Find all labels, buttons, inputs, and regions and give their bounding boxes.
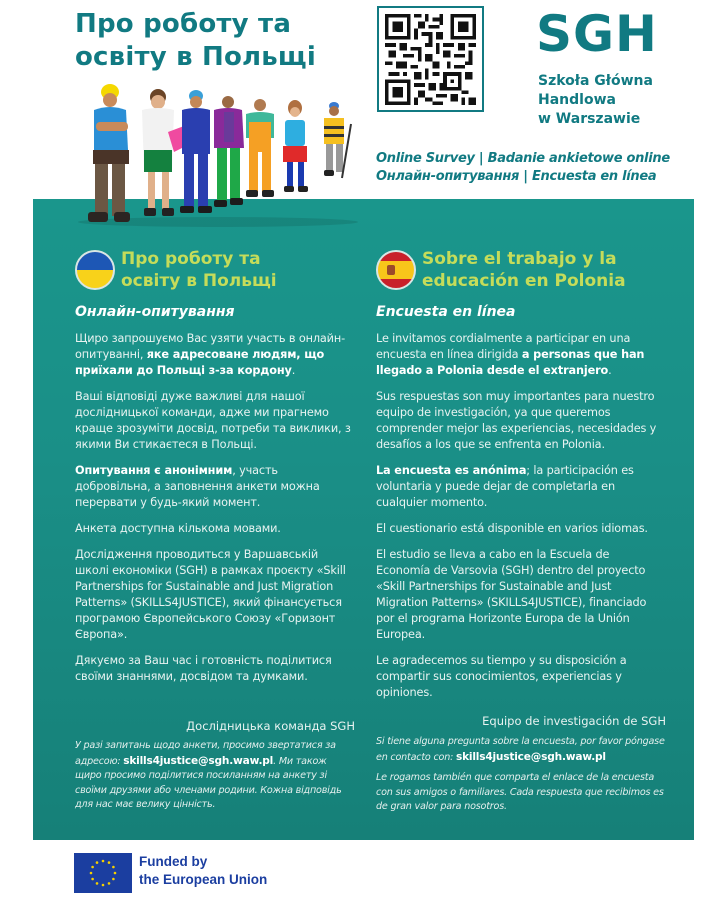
text: Si tiene alguna pregunta sobre la encuesta, por favor póngase en contacto con: <box>376 736 665 763</box>
ukrainian-paragraph-3 <box>75 463 355 511</box>
sgh-name-line3: w Warszawie <box>538 111 641 127</box>
text: У разі запитань щодо анкети, просимо звертатися за адресою: <box>75 740 336 767</box>
sgh-full-name <box>538 72 688 129</box>
ukrainian-paragraph-1 <box>75 331 355 379</box>
spanish-paragraph-3 <box>376 463 666 511</box>
text: ; la participación es voluntaria y puede dejar de completarla en cualquier momento. <box>376 464 634 509</box>
contact-email-link[interactable]: skills4justice@sgh.waw.pl <box>123 754 274 767</box>
sgh-logo: SGH <box>536 5 658 63</box>
spanish-subtitle: Encuesta en línea <box>376 304 516 320</box>
survey-line2: Онлайн-опитування | Encuesta en línea <box>376 169 657 184</box>
eu-funding-line1: Funded by <box>139 854 208 869</box>
ukrainian-paragraph-6: Дякуємо за Ваш час і готовність поділитися своїми знаннями, досвідом та думками. <box>75 654 332 683</box>
main-title-line1: Про роботу та <box>75 9 292 39</box>
spanish-paragraph-1 <box>376 331 666 379</box>
road-worker-icon <box>324 102 351 178</box>
qr-code[interactable] <box>377 6 484 112</box>
emphasis-text: яке адресоване людям, що приїхали до Польщі з-за кордону <box>75 348 325 377</box>
ukrainian-signature: Дослідницька команда SGH <box>186 719 355 733</box>
ukrainian-header <box>75 242 355 297</box>
sgh-name-line2: Handlowa <box>538 92 616 108</box>
text: . Ми також щиро просимо поділитися посиланням на анкету зі своїми друзями або членами родини. Кожна відповідь для нас має велику цінність. <box>75 755 342 810</box>
spanish-share-note: Le rogamos también que comparta el enlace de la encuesta con sus amigos o familiares. Cada respuesta que recibimos es de gran valor para nosotros. <box>376 772 664 812</box>
emphasis-text: a personas que han llegado a Polonia desde el extranjero <box>376 348 645 377</box>
ukrainian-title <box>121 248 277 292</box>
text: , участь добровільна, а заповнення анкети можна перервати у будь-який момент. <box>75 464 320 509</box>
worker-icon <box>88 84 130 222</box>
spanish-paragraph-5: El estudio se lleva a cabo en la Escuela de Economía de Varsovia (SGH) dentro del proyecto «Skill Partnerships for Sustainable and Just Migration Patterns» (SKILLS4JUSTICE), financiado por el programa Horizonte Europa de la Unión Europea. <box>376 548 647 641</box>
worker-orange-icon <box>246 99 274 197</box>
ukrainian-paragraph-5: Дослідження проводиться у Варшавській школі економіки (SGH) в рамках проєкту «Skill Partnerships for Sustainable and Just Migration Patterns» (SKILLS4JUSTICE), який фінансується програмою Європейського Союзу «Горизонт Європа». <box>75 548 346 641</box>
ukrainian-contact-note <box>75 739 355 813</box>
ukraine-flag-icon <box>75 250 115 290</box>
text: Le invitamos cordialmente a participar en una encuesta en línea dirigida <box>376 332 631 361</box>
survey-languages <box>376 150 676 186</box>
emphasis-text: La encuesta es anónima <box>376 464 527 477</box>
spanish-title <box>422 248 626 292</box>
workers-illustration <box>68 80 358 230</box>
eu-flag-icon <box>74 853 132 893</box>
spain-flag-icon <box>376 250 416 290</box>
spanish-paragraph-2: Sus respuestas son muy importantes para nuestro equipo de investigación, ya que queremos comprender mejor las experiencias, necesidades y desafíos a los que se enfrenta en Polonia. <box>376 390 657 451</box>
sgh-name-line1: Szkoła Główna <box>538 73 653 89</box>
main-title-line2: освіту в Польщі <box>75 42 316 72</box>
spanish-section <box>376 242 666 815</box>
woman-icon <box>283 100 308 192</box>
main-title <box>75 8 365 74</box>
text: . <box>291 364 296 377</box>
spanish-title-line1: Sobre el trabajo y la <box>422 248 617 269</box>
contact-email-link[interactable]: skills4justice@sgh.waw.pl <box>455 750 606 763</box>
spanish-contact-note <box>376 735 666 765</box>
ukrainian-title-line2: освіту в Польщі <box>121 270 277 291</box>
businessman-icon <box>180 90 212 213</box>
spanish-paragraph-6: Le agradecemos su tiempo y su disposición a compartir sus conocimientos, experiencias y opiniones. <box>376 654 627 699</box>
spanish-signature: Equipo de investigación de SGH <box>482 714 666 728</box>
worker-purple-icon <box>214 96 244 207</box>
ukrainian-section <box>75 242 355 813</box>
ukrainian-title-line1: Про роботу та <box>121 248 261 269</box>
text: . <box>608 364 612 377</box>
eu-funding-line2: the European Union <box>139 872 268 887</box>
ukrainian-paragraph-4: Анкета доступна кількома мовами. <box>75 522 281 535</box>
spanish-paragraph-4: El cuestionario está disponible en varios idiomas. <box>376 522 648 535</box>
spanish-header <box>376 242 666 297</box>
emphasis-text: Опитування є анонімним <box>75 464 233 477</box>
survey-line1: Online Survey | Badanie ankietowe online <box>376 151 670 166</box>
qr-code-icon <box>385 14 476 105</box>
text: Щиро запрошуємо Вас узяти участь в онлайн-опитуванні, <box>75 332 346 361</box>
spanish-title-line2: educación en Polonia <box>422 270 626 291</box>
eu-funding-label <box>139 853 267 889</box>
ukrainian-paragraph-2: Ваші відповіді дуже важливі для нашої дослідницької команди, адже ми прагнемо краще зрозуміти досвід, потреби та виклики, з якими Ви стикаєтеся в Польщі. <box>75 390 351 451</box>
ukrainian-subtitle: Онлайн-опитування <box>75 304 235 320</box>
